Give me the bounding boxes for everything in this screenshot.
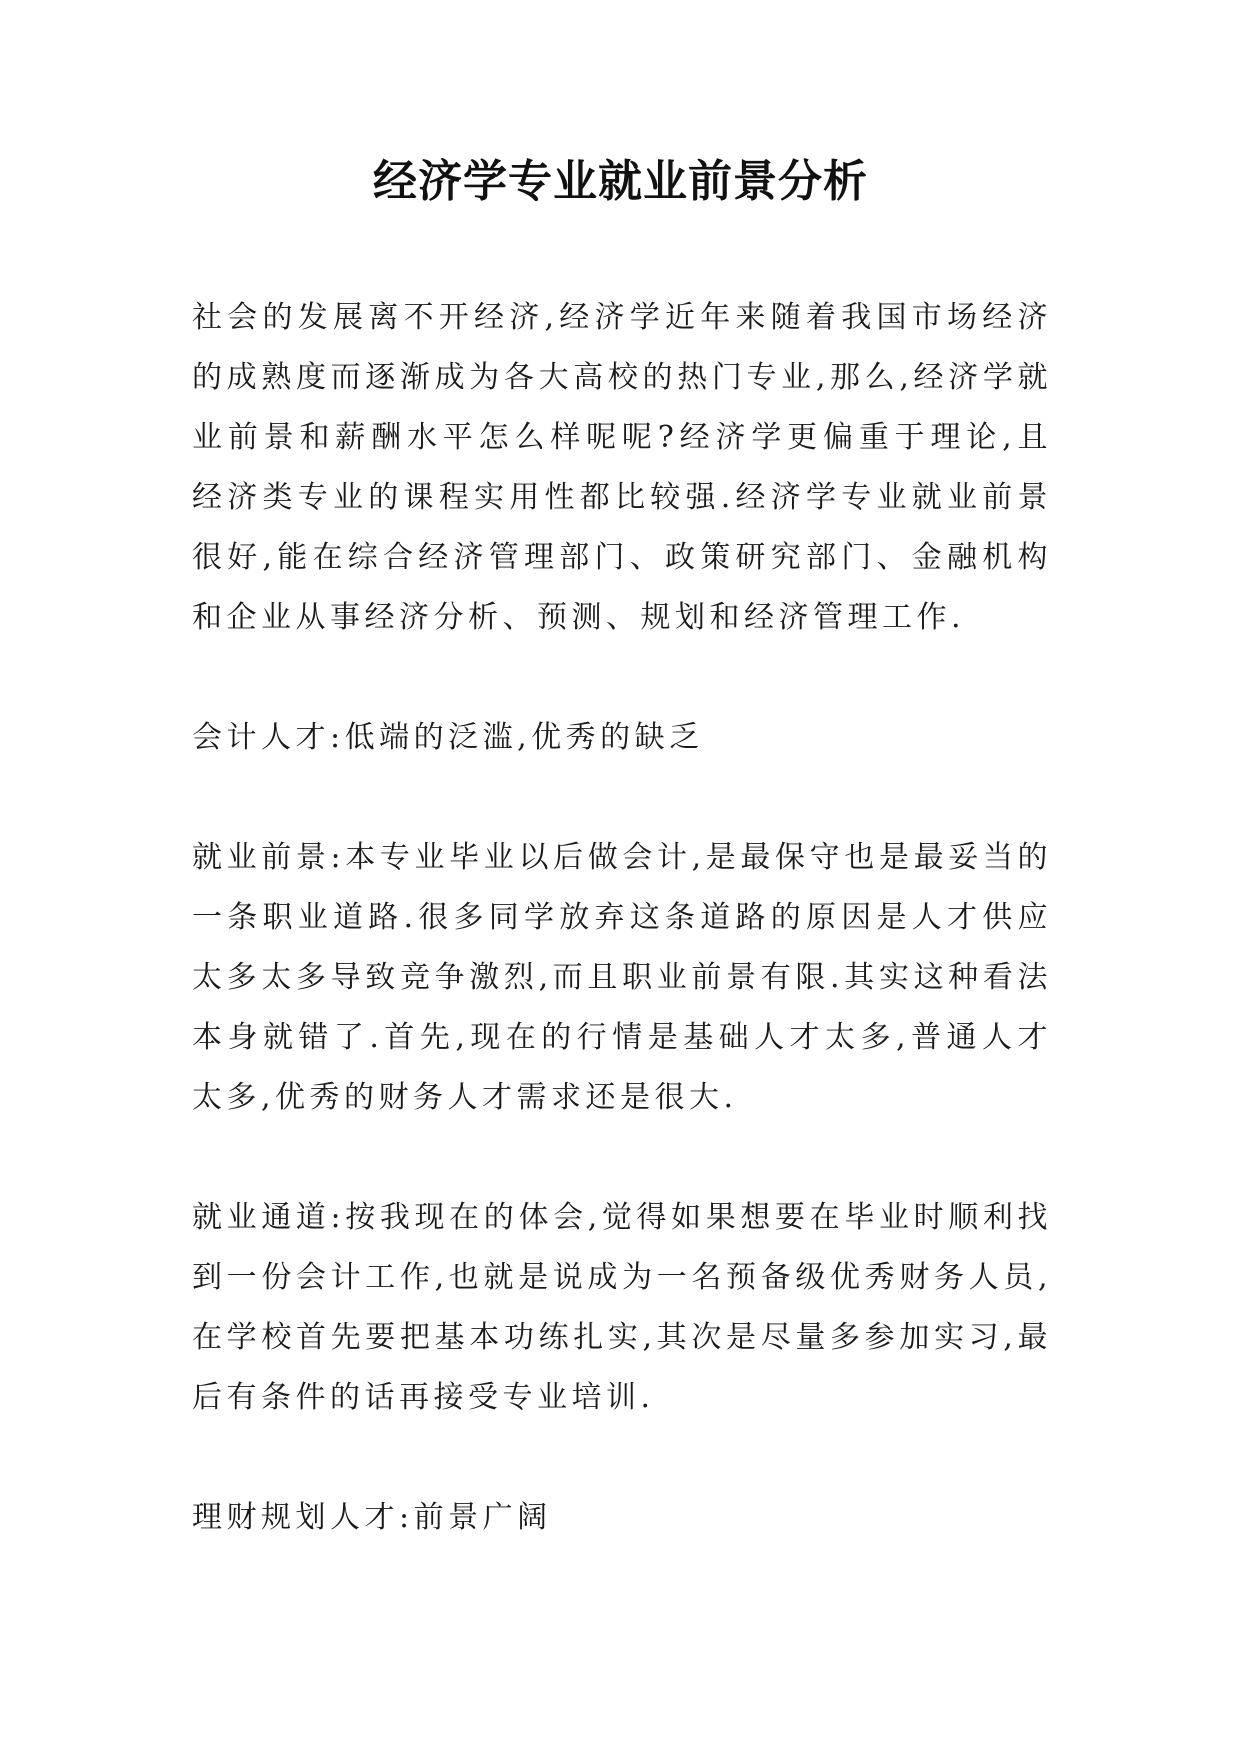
paragraph-employment-channel: 就业通道:按我现在的体会,觉得如果想要在毕业时顺利找到一份会计工作,也就是说成为一名预备级优秀财务人员,在学校首先要把基本功练扎实,其次是尽量多参加实习,最后有条件的话再接受专业培训. (192, 1200, 1052, 1415)
section-heading-accounting-talent: 会计人才:低端的泛滥,优秀的缺乏 (192, 720, 704, 755)
paragraph-intro: 社会的发展离不开经济,经济学近年来随着我国市场经济的成熟度而逐渐成为各大高校的热门专业,那么,经济学就业前景和薪酬水平怎么样呢呢?经济学更偏重于理论,且经济类专业的课程实用性都比较强.经济学专业就业前景很好,能在综合经济管理部门、政策研究部门、金融机构和企业从事经济分析、预测、规划和经济管理工作. (192, 300, 1052, 635)
document-body (192, 288, 1052, 1608)
document-title: 经济学专业就业前景分析 (373, 156, 868, 207)
paragraph-employment-prospects: 就业前景:本专业毕业以后做会计,是最保守也是最妥当的一条职业道路.很多同学放弃这条道路的原因是人才供应太多太多导致竞争激烈,而且职业前景有限.其实这种看法本身就错了.首先,现在的行情是基础人才太多,普通人才太多,优秀的财务人才需求还是很大. (192, 840, 1052, 1115)
section-heading-financial-planning-talent: 理财规划人才:前景广阔 (192, 1500, 552, 1535)
